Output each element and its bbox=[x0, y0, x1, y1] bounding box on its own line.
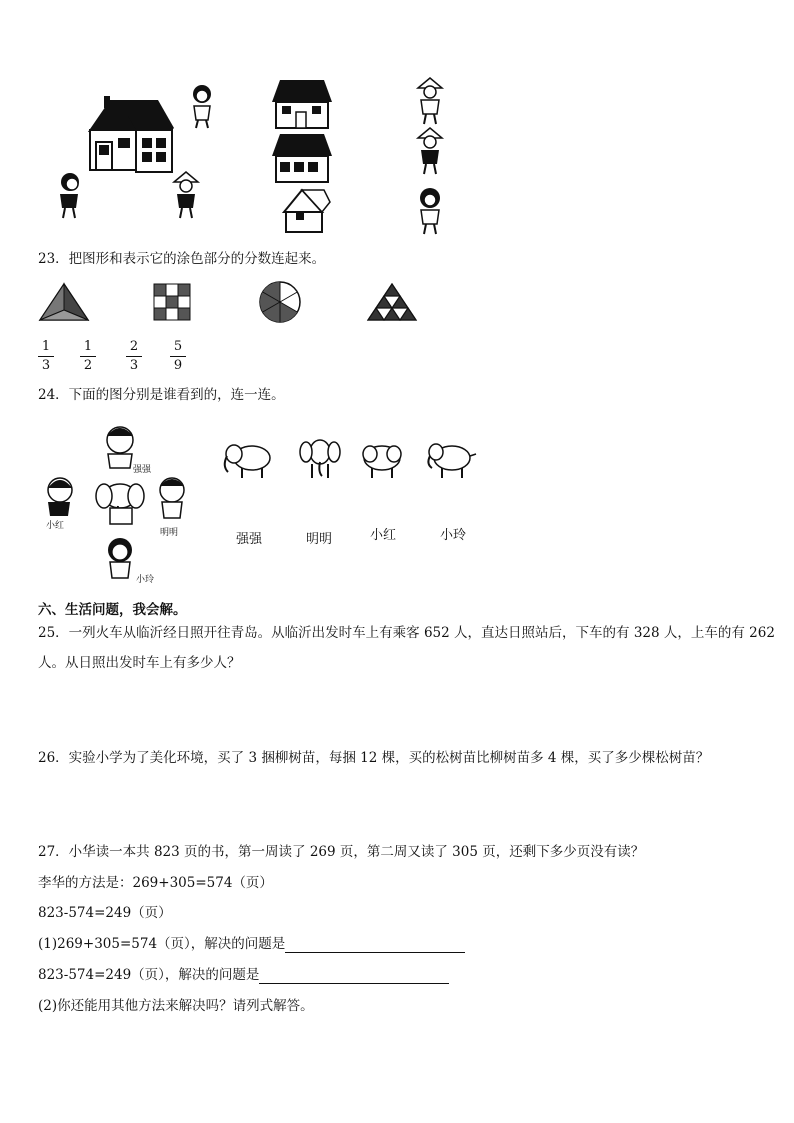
fraction-4 bbox=[170, 340, 186, 373]
question-27-line-4 bbox=[38, 935, 465, 953]
child-xiaoling-icon bbox=[108, 538, 132, 578]
house-side-view-icon bbox=[272, 134, 332, 182]
answer-label-4: 小玲 bbox=[440, 528, 467, 543]
child-option-2-icon bbox=[418, 128, 442, 174]
child-right-view-icon bbox=[174, 172, 198, 218]
elephant-center-icon bbox=[96, 484, 144, 524]
child-xiaohong-icon bbox=[48, 478, 72, 516]
fraction-3 bbox=[126, 340, 142, 373]
elephant-front-icon bbox=[300, 440, 340, 478]
triangle-thirds-shape bbox=[40, 284, 88, 320]
fraction-2 bbox=[80, 340, 96, 373]
fraction-2-denominator: 2 bbox=[83, 358, 93, 373]
fraction-2-bar bbox=[80, 356, 96, 357]
question-27-part-1-prompt: (1)269+305=574（页），解决的问题是 bbox=[38, 936, 286, 952]
fraction-4-numerator: 5 bbox=[173, 339, 183, 354]
question-25-line-2: 人。从日照出发时车上有多少人？ bbox=[38, 655, 241, 671]
house-gable-view-icon bbox=[284, 190, 330, 232]
elephant-side-left-icon bbox=[225, 445, 270, 478]
question-27-line-2: 李华的方法是：269+305=574（页） bbox=[38, 875, 273, 891]
answer-blank-2[interactable] bbox=[259, 969, 449, 984]
answer-label-2: 明明 bbox=[306, 532, 333, 547]
grid-ninths-shape bbox=[154, 284, 190, 320]
elephant-back-icon bbox=[363, 446, 401, 478]
elephant-scene-figure bbox=[40, 422, 200, 590]
answer-label-3: 小红 bbox=[370, 528, 397, 543]
section-6-heading: 六、生活问题，我会解。 bbox=[38, 602, 187, 618]
fraction-1-denominator: 3 bbox=[41, 358, 51, 373]
child-option-3-icon bbox=[420, 188, 440, 234]
question-27-line-6: (2)你还能用其他方法来解决吗？请列式解答。 bbox=[38, 998, 314, 1014]
fraction-3-denominator: 3 bbox=[129, 358, 139, 373]
question-25-line-1: 25．一列火车从临沂经日照开往青岛。从临沂出发时车上有乘客 652 人，直达日照站后，下车的有 328 人，上车的有 262 bbox=[38, 625, 775, 641]
child-left-view-icon bbox=[60, 173, 79, 218]
answer-blank-1[interactable] bbox=[285, 938, 465, 953]
big-house-icon bbox=[88, 96, 174, 172]
fraction-1 bbox=[38, 340, 54, 373]
scene-label-xiaohong: 小红 bbox=[46, 521, 65, 531]
elephant-side-right-icon bbox=[428, 444, 476, 478]
fraction-4-denominator: 9 bbox=[173, 358, 183, 373]
scene-label-mingming: 明明 bbox=[160, 528, 179, 538]
fraction-3-bar bbox=[126, 356, 142, 357]
scene-label-qiangqiang: 强强 bbox=[133, 465, 152, 475]
circle-sixths-shape bbox=[260, 282, 300, 322]
question-27-line-3: 823-574=249（页） bbox=[38, 905, 172, 921]
triangle-ninths-shape bbox=[368, 284, 416, 320]
scene-label-xiaoling: 小玲 bbox=[136, 575, 155, 585]
question-27-line-5 bbox=[38, 966, 449, 984]
question-23-text: 23．把图形和表示它的涂色部分的分数连起来。 bbox=[38, 251, 326, 267]
child-qiangqiang-icon bbox=[107, 427, 133, 468]
fraction-3-numerator: 2 bbox=[129, 339, 139, 354]
fraction-shapes-figure bbox=[36, 280, 426, 324]
fraction-1-numerator: 1 bbox=[41, 339, 51, 354]
answer-label-1: 强强 bbox=[236, 532, 263, 547]
fraction-2-numerator: 1 bbox=[83, 339, 93, 354]
child-back-view-icon bbox=[193, 85, 211, 128]
child-option-1-icon bbox=[418, 78, 442, 124]
question-26-text: 26．实验小学为了美化环境，买了 3 捆柳树苗，每捆 12 棵，买的松树苗比柳树苗多 4 棵，买了多少棵松树苗？ bbox=[38, 750, 710, 766]
question-27-part-2-prompt: 823-574=249（页），解决的问题是 bbox=[38, 967, 260, 983]
house-children-figure bbox=[40, 72, 460, 240]
child-mingming-icon bbox=[160, 478, 184, 518]
fraction-4-bar bbox=[170, 356, 186, 357]
fraction-1-bar bbox=[38, 356, 54, 357]
house-front-view-1-icon bbox=[272, 80, 332, 128]
elephant-views-figure bbox=[220, 434, 480, 484]
question-27-line-1: 27．小华读一本共 823 页的书，第一周读了 269 页，第二周又读了 305 页，还剩下多少页没有读？ bbox=[38, 844, 645, 860]
question-24-text: 24．下面的图分别是谁看到的，连一连。 bbox=[38, 387, 285, 403]
